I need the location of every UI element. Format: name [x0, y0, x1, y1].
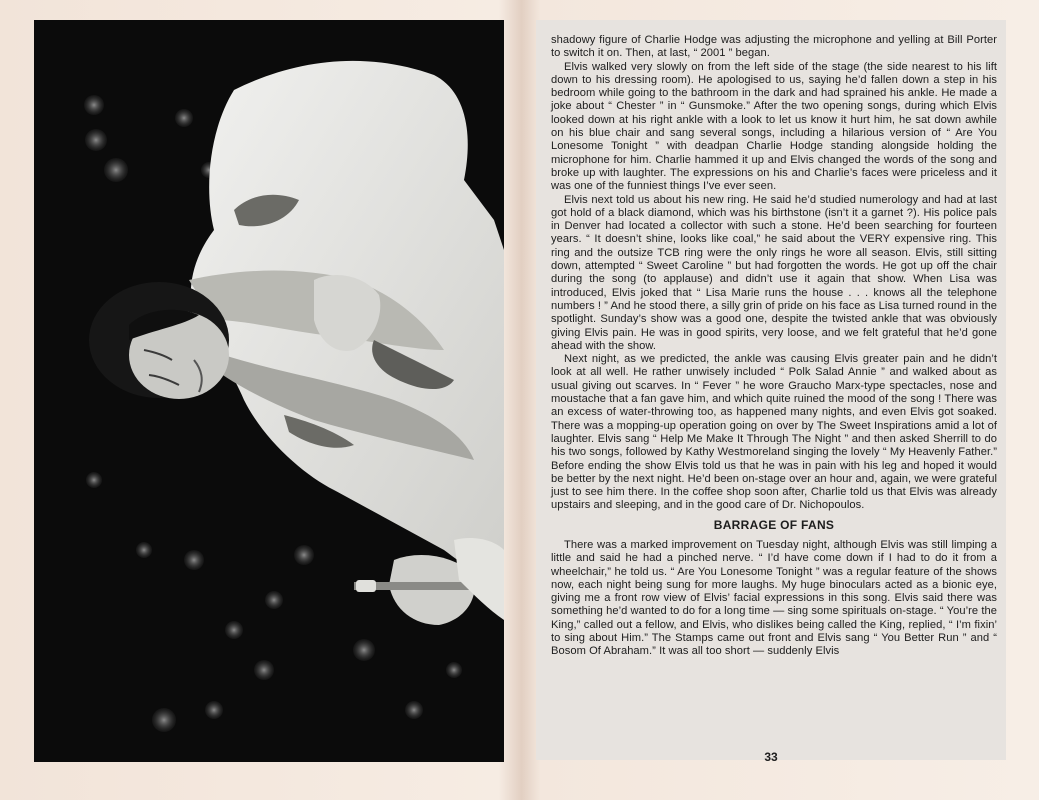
article-paragraph: Elvis next told us about his new ring. He said he’d studied numerology and had at last got hold of a black diamond, which was his birthstone (isn’t it a garnet ?). His police pals in Denver had located a collector with such a stone. He’d been searching for fourteen years. “ It doesn’t shine, looks like coal,” he said about the VERY expensive ring. This ring and the outsize TCB ring were the only rings he wore all season. Elvis, still sitting down, attempted “ Sweet Caroline ” but had forgotten the words. He got up off the chair during the song (to applause) and didn’t use it again that show. When Lisa was introduced, Elvis joked that “ Lisa Marie runs the house . . . knows all the telephone numbers ! ” And he stood there, a silly grin of pride on his face as Lisa turned round in the spotlight. Sunday’s show was a good one, despite the twisted ankle that was obviously giving Elvis pain. He was in good spirits, very loose, and we felt grateful that he’d gone ahead with the show.: [551, 193, 997, 352]
article-paragraph: There was a marked improvement on Tuesday night, although Elvis was still limping a little and said he had a pinched nerve. “ I’d have come down if I had to do it from a wheelchair,” he told us. “ Are You Lonesome Tonight ” was a regular feature of the shows now, each night being sung for more laughs. My huge binoculars acted as a bionic eye, giving me a front row view of Elvis’ facial expressions in this song. Elvis said there was something he’d wanted to do for a long time — sing some spirituals on-stage. “ You’re the King,” called out a fellow, and Elvis, who dislikes being called the King, replied, “ I’m fixin’ to sing about Him.” The Stamps came out front and Elvis sang “ You Better Run ” and “ Bosom Of Abraham.” It was all too short — suddenly Elvis: [551, 538, 997, 658]
section-heading: BARRAGE OF FANS: [713, 517, 835, 532]
page-number: 33: [764, 750, 778, 764]
performer-photo-image: [34, 20, 504, 762]
performer-photo: [34, 20, 504, 762]
article-paragraph: shadowy figure of Charlie Hodge was adjusting the microphone and yelling at Bill Porter to switch it on. Then, at last, “ 2001 ” began.: [551, 34, 997, 60]
article-paragraph: Next night, as we predicted, the ankle was causing Elvis greater pain and he didn’t look at all well. He rather unwisely included “ Polk Salad Annie ” and walked about as usual giving out scarves. In “ Fever ” he wore Graucho Marx-type spectacles, nose and moustache that a fan gave him, and which quite ruined the mood of the song ! There was an excess of water-throwing too, as happened many nights, and even Elvis got soaked. There was a mopping-up operation going on over by The Sweet Inspirations amid a lot of laughter. Elvis sang “ Help Me Make It Through The Night ” and then asked Sherrill to do his two songs, followed by Kathy Westmoreland singing the lovely “ My Heavenly Father.” Before ending the show Elvis told us that he was in pain with his leg and hoped it would be better by the next night. He’d been on-stage over an hour and, again, we were grateful just to see him there. In the coffee shop soon after, Charlie told us that Elvis was already upstairs and sleeping, and in the good care of Dr. Nichopoulos.: [551, 353, 997, 512]
article-paragraph: Elvis walked very slowly on from the left side of the stage (the side nearest to his lift down to his dressing room). He apologised to us, saying he’d fallen down a step in his bedroom while going to the bathroom in the dark and had sprained his ankle. He made a joke about “ Chester ” in “ Gunsmoke.” After the two opening songs, during which Elvis looked down at his right ankle with a look to let us know it hurt him, he sat down awhile on his blue chair and sang several songs, including a hilarious version of “ Are You Lonesome Tonight ” with deadpan Charlie Hodge standing alongside holding the microphone for him. Charlie hammed it up and Elvis changed the words of the song and broke up with laughter. The expressions on his and Charlie’s faces were priceless and it was one of the funniest things I’ve ever seen.: [551, 60, 997, 193]
article-body: [551, 34, 997, 659]
